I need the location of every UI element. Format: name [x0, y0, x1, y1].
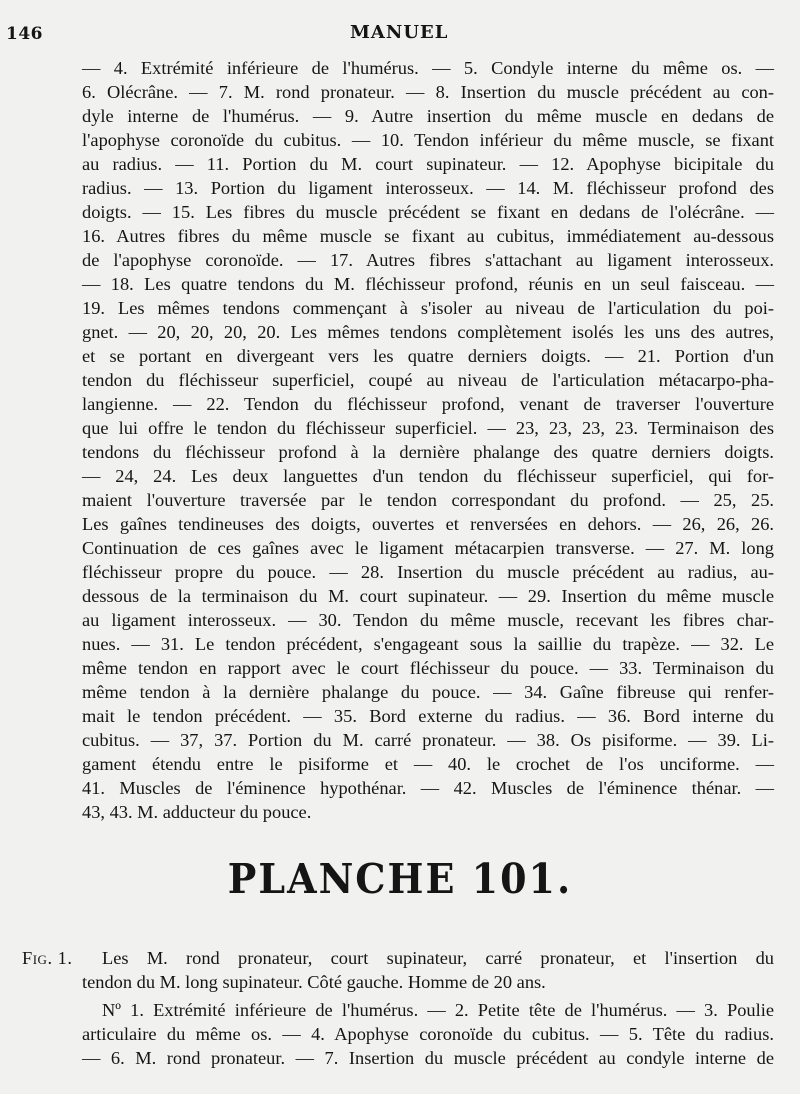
- text-line: au ligament interosseux. — 30. Tendon du même muscle, recevant les fibres char-: [82, 610, 774, 630]
- text-line: 16. Autres fibres du même muscle se fixant au cubitus, immédiatement au-dessous: [82, 226, 774, 246]
- text-line: gament étendu entre le pisiforme et — 40. le crochet de l'os unciforme. —: [82, 754, 774, 774]
- text-line: même tendon à la dernière phalange du pouce. — 34. Gaîne fibreuse qui renfer-: [82, 682, 774, 702]
- text-line: Les gaînes tendineuses des doigts, ouvertes et renversées en dehors. — 26, 26, 26.: [82, 514, 774, 534]
- text-line: l'apophyse coronoïde du cubitus. — 10. Tendon inférieur du même muscle, se fixant: [82, 130, 774, 150]
- figure-caption-line: tendon du M. long supinateur. Côté gauche. Homme de 20 ans.: [82, 972, 546, 992]
- plate-heading: PLANCHE 101.: [227, 854, 573, 903]
- text-line: radius. — 13. Portion du ligament interosseux. — 14. M. fléchisseur profond des: [82, 178, 774, 198]
- text-line: 6. Olécrâne. — 7. M. rond pronateur. — 8. Insertion du muscle précédent au con-: [82, 82, 774, 102]
- text-line: mait le tendon précédent. — 35. Bord externe du radius. — 36. Bord interne du: [82, 706, 774, 726]
- text-line: même tendon en rapport avec le court fléchisseur du pouce. — 33. Terminaison du: [82, 658, 774, 678]
- text-line: et se portant en divergeant vers les quatre derniers doigts. — 21. Portion d'un: [82, 346, 774, 366]
- figure-item-line: — 6. M. rond pronateur. — 7. Insertion du muscle précédent au condyle interne de: [82, 1048, 774, 1068]
- text-line: tendons du fléchisseur profond à la dernière phalange des quatre derniers doigts.: [82, 442, 774, 462]
- text-line: gnet. — 20, 20, 20, 20. Les mêmes tendons complètement isolés les uns des autres,: [82, 322, 774, 342]
- figure-caption-line: Les M. rond pronateur, court supinateur, carré pronateur, et l'insertion du: [102, 948, 774, 968]
- text-line: doigts. — 15. Les fibres du muscle précédent se fixant en dedans de l'olécrâne. —: [82, 202, 774, 222]
- text-line: langienne. — 22. Tendon du fléchisseur profond, venant de traverser l'ouverture: [82, 394, 774, 414]
- text-line: de l'apophyse coronoïde. — 17. Autres fibres s'attachant au ligament interosseux.: [82, 250, 774, 270]
- text-line: — 24, 24. Les deux languettes d'un tendon du fléchisseur superficiel, qui for-: [82, 466, 774, 486]
- text-line: au radius. — 11. Portion du M. court supinateur. — 12. Apophyse bicipitale du: [82, 154, 774, 174]
- text-line: 43, 43. M. adducteur du pouce.: [82, 802, 312, 822]
- figure-item-line: Nº 1. Extrémité inférieure de l'humérus. — 2. Petite tête de l'humérus. — 3. Poulie: [102, 1000, 774, 1020]
- text-line: cubitus. — 37, 37. Portion du M. carré pronateur. — 38. Os pisiforme. — 39. Li-: [82, 730, 774, 750]
- text-line: tendon du fléchisseur superficiel, coupé au niveau de l'articulation métacarpo-pha-: [82, 370, 774, 390]
- running-head: [0, 18, 800, 48]
- text-line: nues. — 31. Le tendon précédent, s'engageant sous la saillie du trapèze. — 32. Le: [82, 634, 774, 654]
- text-line: — 18. Les quatre tendons du M. fléchisseur profond, réunis en un seul faisceau. —: [82, 274, 774, 294]
- text-line: maient l'ouverture traversée par le tendon correspondant du profond. — 25, 25.: [82, 490, 774, 510]
- page-number: 146: [6, 24, 43, 44]
- text-line: — 4. Extrémité inférieure de l'humérus. — 5. Condyle interne du même os. —: [82, 58, 774, 78]
- figure-label: Fig. 1.: [22, 948, 73, 968]
- text-line: 41. Muscles de l'éminence hypothénar. — 42. Muscles de l'éminence thénar. —: [82, 778, 774, 798]
- text-line: dessous de la terminaison du M. court supinateur. — 29. Insertion du même muscle: [82, 586, 774, 606]
- figure-item-line: articulaire du même os. — 4. Apophyse coronoïde du cubitus. — 5. Tête du radius.: [82, 1024, 774, 1044]
- running-title: MANUEL: [350, 22, 449, 43]
- text-line: 19. Les mêmes tendons commençant à s'isoler au niveau de l'articulation du poi-: [82, 298, 774, 318]
- text-line: fléchisseur propre du pouce. — 28. Insertion du muscle précédent au radius, au-: [82, 562, 774, 582]
- text-line: Continuation de ces gaînes avec le ligament métacarpien transverse. — 27. M. long: [82, 538, 774, 558]
- text-line: dyle interne de l'humérus. — 9. Autre insertion du même muscle en dedans de: [82, 106, 774, 126]
- text-line: que lui offre le tendon du fléchisseur superficiel. — 23, 23, 23, 23. Terminaison des: [82, 418, 774, 438]
